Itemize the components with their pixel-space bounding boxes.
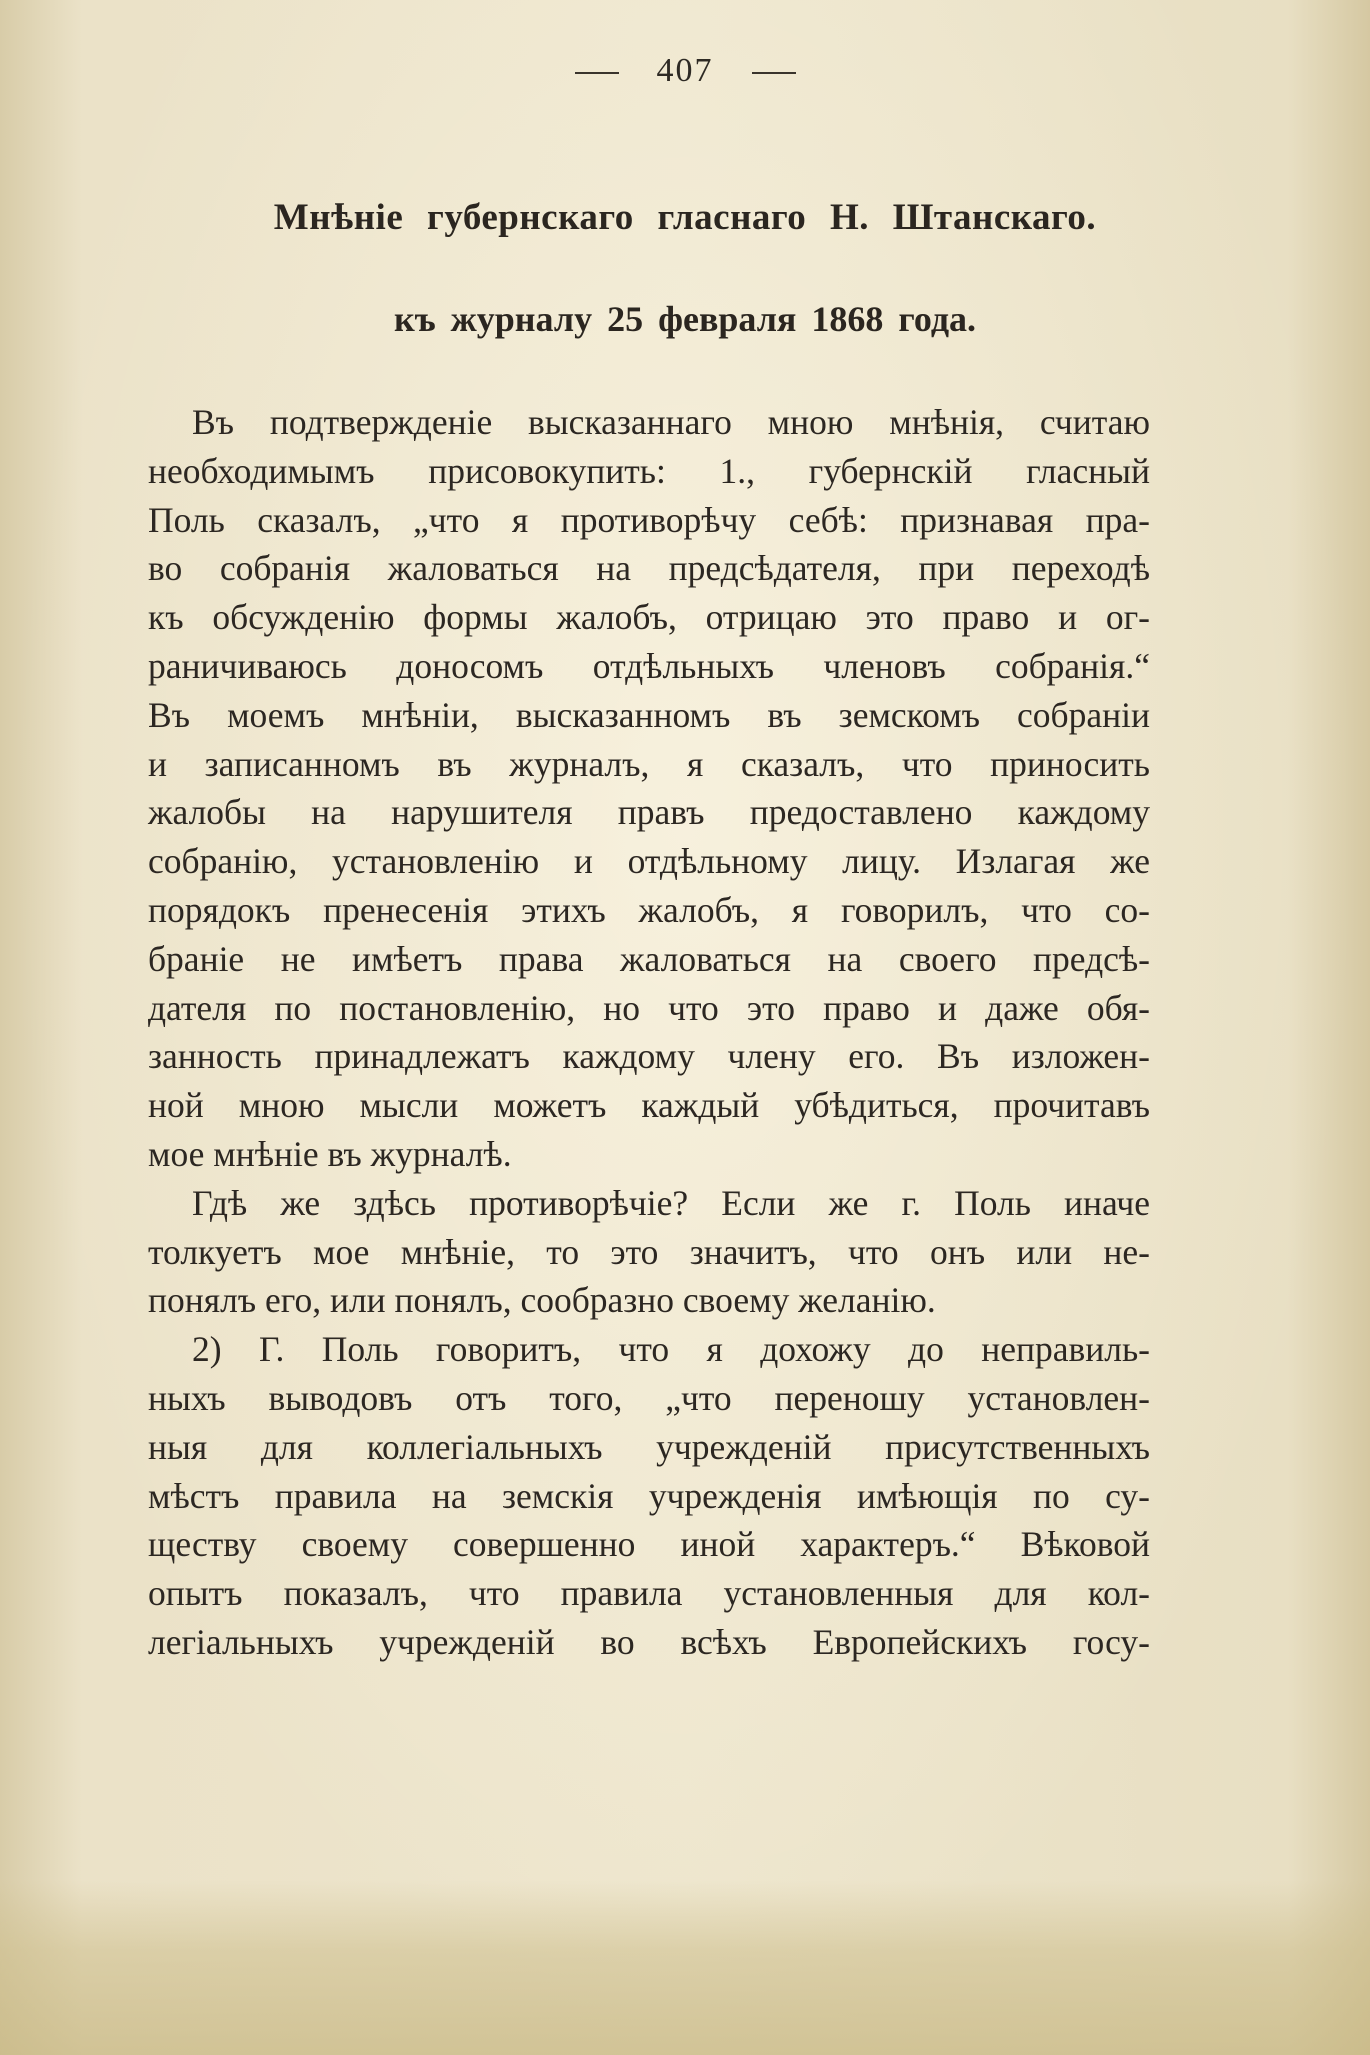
text-line: необходимымъ присовокупить: 1., губернскій гласный [148,450,1150,491]
text-line: ныхъ выводовъ отъ того, „что переношу установлен- [148,1378,1150,1418]
text-line: ществу своему совершенно иной характеръ.“ Вѣковой [148,1524,1150,1565]
text-line: и записанномъ въ журналъ, я сказалъ, что приносить [148,743,1150,784]
text-line: порядокъ пренесенія этихъ жалобъ, я говорилъ, что со- [148,890,1150,930]
text-line: опытъ показалъ, что правила установленныя для кол- [148,1573,1150,1614]
text-line: занность принадлежатъ каждому члену его. Въ изложен- [148,1036,1150,1077]
text-line: толкуетъ мое мнѣніе, то это значитъ, что онъ или не- [148,1231,1150,1272]
page-number: 407 [656,52,714,89]
text-line: мѣстъ правила на земскія учрежденія имѣющія по су- [148,1475,1150,1516]
text-line: понялъ его, или понялъ, сообразно своему желанію. [148,1280,936,1321]
text-line: во собранія жаловаться на предсѣдателя, при переходѣ [148,548,1150,589]
text-line: мое мнѣніе въ журналѣ. [148,1134,512,1174]
text-line: дателя по постановленію, но что это право и даже обя- [148,987,1150,1028]
text-line: ной мною мысли можетъ каждый убѣдиться, прочитавъ [148,1085,1150,1126]
text-line: 2) Г. Поль говоритъ, что я дохожу до неправиль- [192,1329,1150,1370]
text-line: Въ подтвержденіе высказаннаго мною мнѣнія, считаю [192,402,1150,442]
text-line: къ обсужденію формы жалобъ, отрицаю это право и ог- [148,597,1150,638]
page-header [0,52,1370,90]
text-line: ныя для коллегіальныхъ учрежденій присутственныхъ [148,1426,1150,1467]
document-subtitle: къ журналу 25 февраля 1868 года. [393,299,977,339]
text-line: раничиваюсь доносомъ отдѣльныхъ членовъ собранія.“ [148,646,1150,686]
page-fold-shadow [0,1880,1370,2055]
text-line: собранію, установленію и отдѣльному лицу. Излагая же [148,841,1150,882]
header-dash-right [752,72,796,74]
text-line: Поль сказалъ, „что я противорѣчу себѣ: признавая пра- [148,499,1150,540]
text-line: жалобы на нарушителя правъ предоставлено каждому [148,792,1150,833]
text-line: легіальныхъ учрежденій во всѣхъ Европейскихъ госу- [148,1622,1150,1662]
text-line: Въ моемъ мнѣніи, высказанномъ въ земскомъ собраніи [148,694,1150,735]
text-line: Гдѣ же здѣсь противорѣчіе? Если же г. Поль иначе [192,1182,1150,1223]
document-title: Мнѣніе губернскаго гласнаго Н. Штанскаго. [273,197,1097,238]
header-dash-left [575,72,619,74]
text-line: браніе не имѣетъ права жаловаться на своего предсѣ- [148,938,1150,979]
